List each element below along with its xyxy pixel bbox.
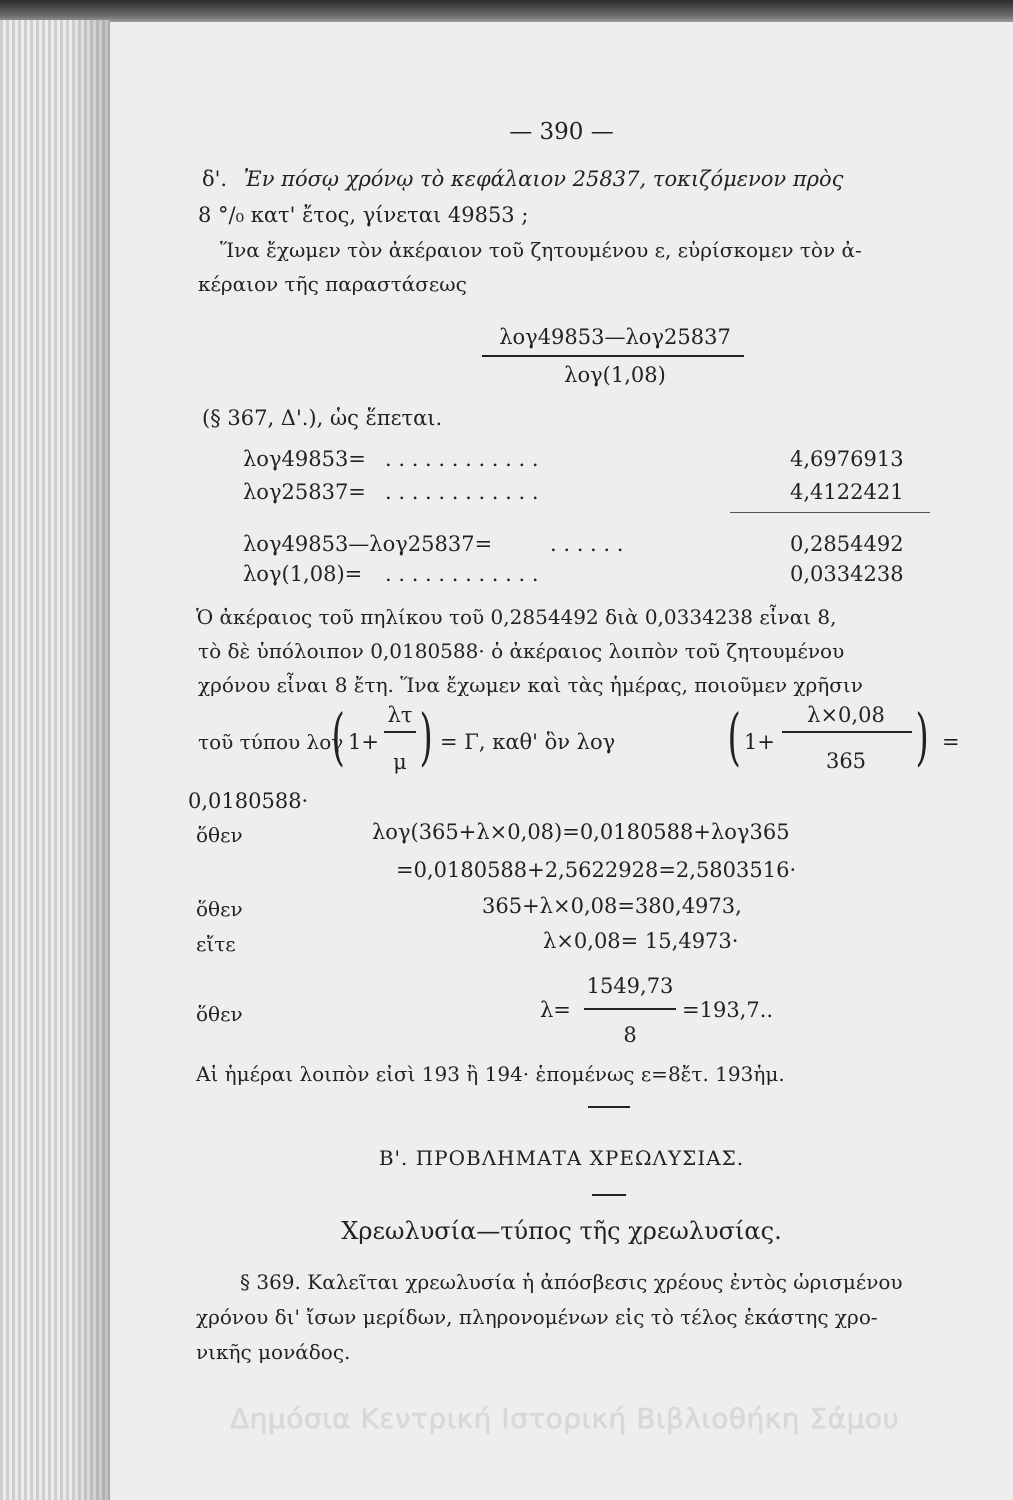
derivation-text-3: 365+λ×0,08=380,4973, — [482, 894, 742, 918]
log-row-1-label: λογ49853= — [243, 447, 366, 471]
section-para-line-2: χρόνου δι' ἴσων μερίδων, πληρονομένων εἰς τὸ τέλος ἑκάστης χρο- — [196, 1305, 878, 1329]
log-row-2-value: 4,4122421 — [790, 480, 904, 504]
fraction-denominator: λογ(1,08) — [564, 363, 666, 387]
days-line: Αἱ ἡμέραι λοιπὸν εἰσὶ 193 ἢ 194· ἑπομένως ε=8ἔτ. 193ἡμ. — [196, 1062, 785, 1086]
final-numerator: 1549,73 — [586, 974, 674, 998]
formula-den-2: 365 — [825, 749, 867, 773]
section-para-line-1: § 369. Καλεῖται χρεωλυσία ἡ ἀπόσβεσις χρέους ἐντὸς ὡρισμένου — [240, 1270, 903, 1294]
formula-equals: = — [942, 730, 960, 754]
log-row-1-dots: . . . . . . . . . . . . — [385, 447, 539, 471]
book-page-stack — [0, 20, 110, 1500]
log-row-4-dots: . . . . . . . . . . . . — [385, 562, 539, 586]
derivation-lead-3: ὅθεν — [196, 897, 243, 921]
section-subheading: Χρεωλυσία—τύπος τῆς χρεωλυσίας. — [341, 1217, 782, 1245]
section-para-line-3: νικῆς μονάδος. — [196, 1340, 351, 1364]
derivation-lead-1: ὅθεν — [196, 823, 243, 847]
formula-left-paren-1: ( — [331, 700, 345, 773]
log-row-1-value: 4,6976913 — [790, 447, 904, 471]
log-table-rule — [730, 512, 930, 513]
formula-one-plus-2: 1+ — [744, 730, 775, 754]
derivation-text-1: λογ(365+λ×0,08)=0,0180588+λογ365 — [372, 820, 790, 844]
problem-label: δ'. — [202, 167, 228, 191]
section-heading: Β'. ΠΡΟΒΛΗΜΑΤΑ ΧΡΕΩΛΥΣΙΑΣ. — [378, 1146, 745, 1170]
fraction-bar — [482, 355, 744, 357]
derivation-text-2: =0,0180588+2,5622928=2,5803516· — [396, 858, 797, 882]
final-lhs: λ= — [540, 998, 571, 1022]
formula-bar-2 — [782, 731, 912, 733]
formula-middle: = Γ, καθ' ὃν λογ — [440, 730, 616, 754]
problem-line-1 — [202, 169, 843, 190]
para-line-2: τὸ δὲ ὑπόλοιπον 0,0180588· ὁ ἀκέραιος λοιπὸν τοῦ ζητουμένου — [198, 639, 845, 663]
formula-left-paren-2: ( — [727, 700, 741, 773]
derivation-text-4: λ×0,08= 15,4973· — [543, 929, 739, 953]
log-row-2-dots: . . . . . . . . . . . . — [385, 480, 539, 504]
formula-num-1: λτ — [387, 703, 413, 727]
formula-result: 0,0180588· — [188, 789, 309, 813]
para-line-3: χρόνου εἶναι 8 ἔτη. Ἵνα ἔχωμεν καὶ τὰς ἡμέρας, ποιοῦμεν χρῆσιν — [198, 673, 863, 697]
final-bar — [584, 1008, 676, 1010]
book-page — [110, 22, 1013, 1500]
formula-den-1: μ — [393, 750, 407, 774]
final-denominator: 8 — [623, 1023, 637, 1047]
log-row-4-value: 0,0334238 — [790, 562, 904, 586]
page-number: — 390 — — [509, 119, 614, 145]
section-divider — [588, 1106, 630, 1108]
problem-question: Ἐν πόσῳ χρόνῳ τὸ κεφάλαιον 25837, τοκιζόμενον πρὸς — [243, 167, 844, 191]
formula-bar-1 — [384, 731, 416, 733]
reference-line: (§ 367, Δ'.), ὡς ἕπεται. — [202, 406, 443, 430]
problem-line-4: κέραιον τῆς παραστάσεως — [198, 272, 467, 296]
derivation-lead-4: εἴτε — [196, 932, 236, 956]
log-row-2-label: λογ25837= — [243, 480, 366, 504]
log-row-3-value: 0,2854492 — [790, 532, 904, 556]
final-rhs: =193,7.. — [682, 998, 774, 1022]
formula-right-paren-1: ) — [419, 700, 433, 773]
log-row-3-dots: . . . . . . — [550, 532, 624, 556]
problem-line-3: Ἵνα ἔχωμεν τὸν ἀκέραιον τοῦ ζητουμένου ε, εὑρίσκομεν τὸν ἀ- — [220, 238, 862, 262]
formula-num-2: λ×0,08 — [807, 703, 885, 727]
fraction-numerator: λογ49853—λογ25837 — [499, 325, 731, 349]
section-heading-dash — [592, 1194, 626, 1196]
final-lead: ὅθεν — [196, 1002, 243, 1026]
formula-one-plus-1: 1+ — [348, 730, 379, 754]
problem-line-2: 8 °/₀ κατ' ἔτος, γίνεται 49853 ; — [198, 203, 529, 227]
log-row-3-label: λογ49853—λογ25837= — [243, 532, 493, 556]
formula-prefix: τοῦ τύπου λογ — [198, 730, 344, 754]
library-watermark: Δημόσια Κεντρική Ιστορική Βιβλιοθήκη Σάμου — [230, 1402, 900, 1435]
para-line-1: Ὁ ἀκέραιος τοῦ πηλίκου τοῦ 0,2854492 διὰ 0,0334238 εἶναι 8, — [196, 605, 837, 629]
log-row-4-label: λογ(1,08)= — [243, 562, 363, 586]
formula-right-paren-2: ) — [915, 700, 929, 773]
